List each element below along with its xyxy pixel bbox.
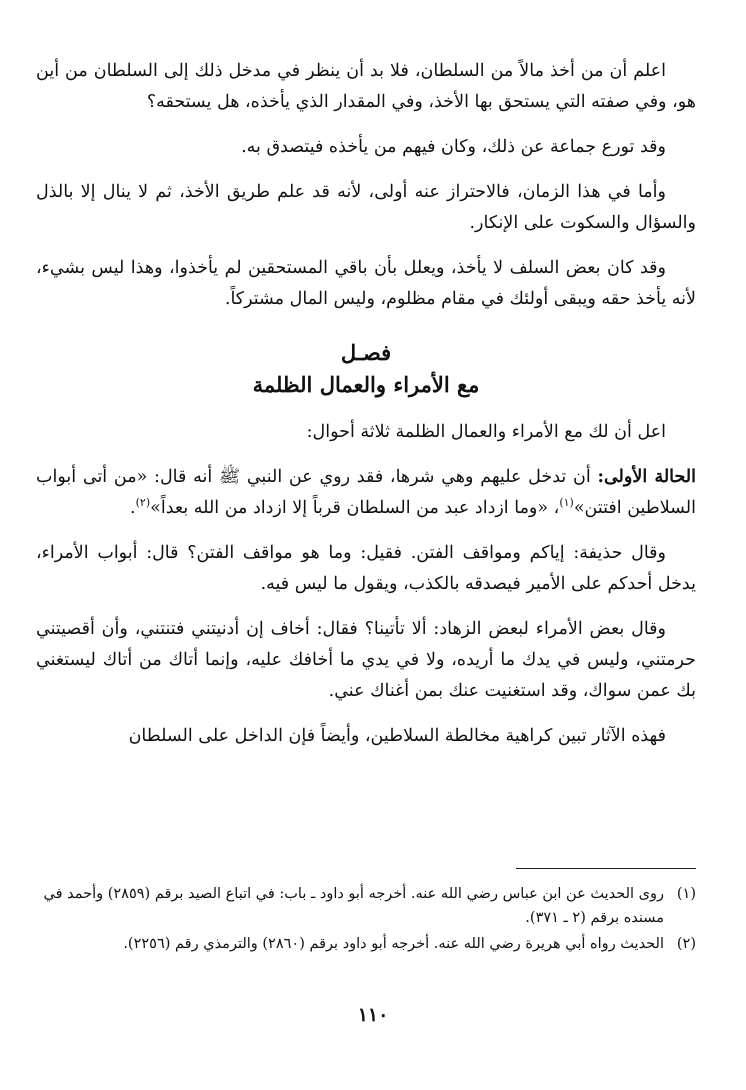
footnote-divider	[516, 868, 696, 869]
footnote-1-text: روى الحديث عن ابن عباس رضي الله عنه. أخرجه أبو داود ـ باب: في اتباع الصيد برقم (٢٨٥٩) وأحمد في مسنده برقم (٢ ـ ٣٧١).	[43, 886, 664, 926]
state-one-text: أن تدخل عليهم وهي شرها، فقد روي عن النبي ﷺ أنه قال: «من أتى أبواب السلاطين افتتن»	[36, 467, 696, 518]
state-one-text-2: ، «وما ازداد عبد من السلطان قرباً إلا ازداد من الله بعداً»	[150, 498, 560, 518]
intro-paragraph: اعل أن لك مع الأمراء والعمال الظلمة ثلاثة أحوال:	[306, 422, 666, 442]
section-heading: فصـل	[340, 340, 392, 365]
state-one-label: الحالة الأولى:	[597, 467, 696, 487]
section-subheading: مع الأمراء والعمال الظلمة	[252, 372, 480, 397]
footnote-1-number: (١)	[676, 886, 696, 902]
page-number: ١١٠	[357, 1004, 389, 1026]
footnote-2-number: (٢)	[676, 936, 696, 952]
paragraph-2: وقد تورع جماعة عن ذلك، وكان فيهم من يأخذه فيتصدق به.	[241, 137, 666, 157]
footnote-ref-2[interactable]: (٢)	[135, 496, 151, 510]
paragraph-7: فهذه الآثار تبين كراهية مخالطة السلاطين، وأيضاً فإن الداخل على السلطان	[128, 726, 666, 746]
page-body	[36, 56, 696, 766]
footnotes	[36, 868, 696, 958]
footnote-2-text: الحديث رواه أبي هريرة رضي الله عنه. أخرجه أبو داود برقم (٢٨٦٠) والترمذي رقم (٢٢٥٦).	[123, 936, 664, 952]
footnote-1	[36, 882, 696, 930]
paragraph-5: وقال حذيفة: إياكم ومواقف الفتن. فقيل: وما هو مواقف الفتن؟ قال: أبواب الأمراء، يدخل أحدكم على الأمير فيصدقه بالكذب، ويقول ما ليس فيه.	[36, 543, 696, 594]
paragraph-4: وقد كان بعض السلف لا يأخذ، ويعلل بأن باقي المستحقين لم يأخذوا، وهذا ليس بشيء، لأنه يأخذ حقه ويبقى أولئك في مقام مظلوم، وليس المال مشتركاً.	[36, 258, 696, 309]
footnote-2	[36, 932, 696, 956]
paragraph-6: وقال بعض الأمراء لبعض الزهاد: ألا تأتينا؟ فقال: أخاف إن أدنيتني فتنتني، وأن أقصيتني حرمتني، وليس في يدك ما أريده، ولا في يدي ما أخافك عليه، وإنما أتاك من أتاك ليستغني بك عمن سواك، وقد استغنيت عنك بمن أغناك عني.	[36, 619, 696, 701]
state-one-paragraph	[36, 462, 696, 524]
footnote-ref-1[interactable]: (١)	[559, 496, 574, 510]
paragraph-1: اعلم أن من أخذ مالاً من السلطان، فلا بد أن ينظر في مدخل ذلك إلى السلطان من أين هو، وفي صفته التي يستحق بها الأخذ، وفي المقدار الذي يأخذه، هل يستحقه؟	[36, 61, 696, 112]
state-one-text-3: .	[130, 498, 136, 518]
paragraph-3: وأما في هذا الزمان، فالاحتراز عنه أولى، لأنه قد علم طريق الأخذ، ثم لا ينال إلا بالذل والسؤال والسكوت على الإنكار.	[36, 182, 696, 233]
